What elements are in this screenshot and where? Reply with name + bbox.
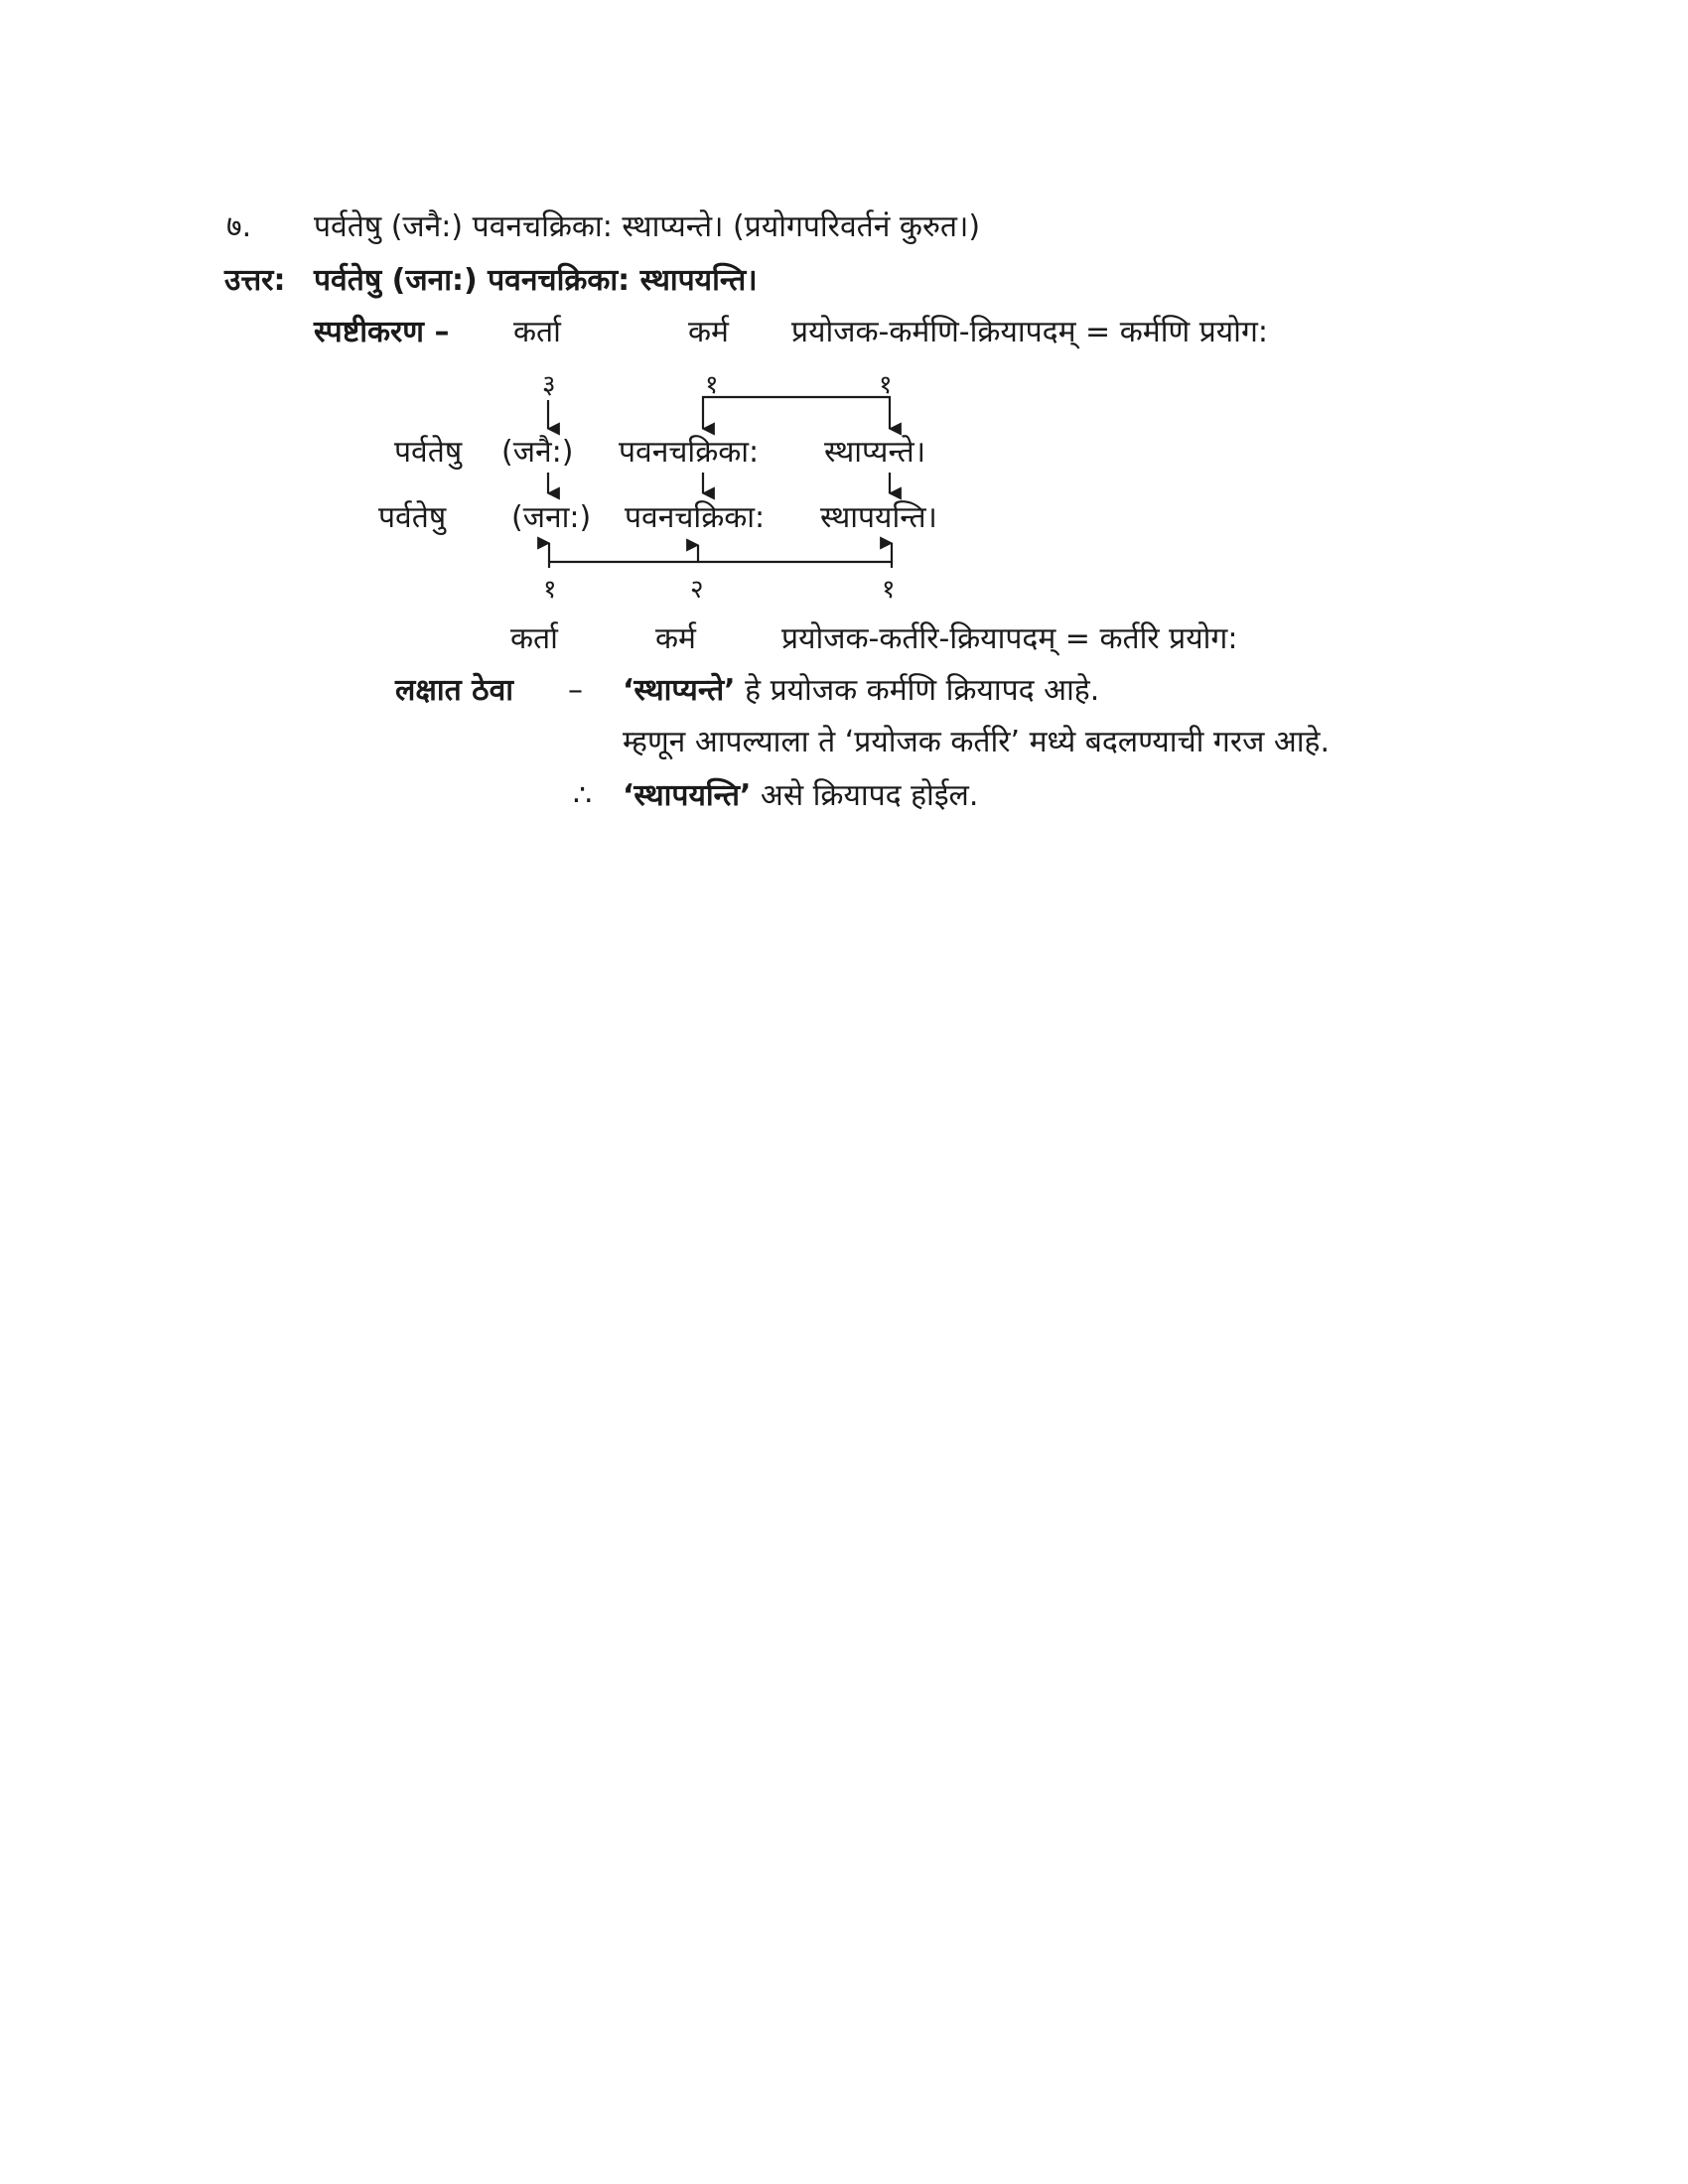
bottom-karma-label: कर्म xyxy=(655,621,696,656)
note-line3 xyxy=(623,776,978,816)
row1-word-locative: पर्वतेषु xyxy=(394,435,463,470)
bottom-number-karma: २ xyxy=(690,575,704,605)
answer-text: पर्वतेषु (जना:) पवनचक्रिका: स्थापयन्ति। xyxy=(314,263,758,298)
note-line1-rest: हे प्रयोजक कर्मणि क्रियापद आहे. xyxy=(745,673,1100,708)
note-dash: – xyxy=(568,673,583,708)
row2-word-agent: (जना:) xyxy=(511,500,592,535)
row1-word-agent: (जनै:) xyxy=(501,435,574,470)
bottom-number-karta: १ xyxy=(543,575,557,605)
question-number: ७. xyxy=(226,209,252,244)
bottom-karta-label: कर्ता xyxy=(510,621,558,656)
row2-word-verb: स्थापयन्ति। xyxy=(820,500,937,535)
answer-label: उत्तर: xyxy=(224,263,286,298)
bottom-number-verb: १ xyxy=(882,575,896,605)
row1-word-object: पवनचक्रिका: xyxy=(619,435,760,470)
top-karma-label: कर्म xyxy=(688,315,729,349)
top-number-verb: १ xyxy=(879,370,893,400)
bottom-formula: प्रयोजक-कर्तरि-क्रियापदम् = कर्तरि प्रयोग: xyxy=(781,621,1238,656)
note-label: लक्षात ठेवा xyxy=(395,673,514,708)
note-line1 xyxy=(623,671,1099,711)
question-text: पर्वतेषु (जनै:) पवनचक्रिका: स्थाप्यन्ते। (प्रयोगपरिवर्तनं कुरुत।) xyxy=(314,209,981,244)
row2-word-locative: पर्वतेषु xyxy=(378,500,447,535)
note-line2: म्हणून आपल्याला ते ‘प्रयोजक कर्तरि’ मध्ये बदलण्याची गरज आहे. xyxy=(623,725,1331,759)
explanation-label: स्पष्टीकरण – xyxy=(314,315,450,349)
top-number-karma: १ xyxy=(705,370,719,400)
top-karta-label: कर्ता xyxy=(513,315,561,349)
note-line3-rest: असे क्रियापद होईल. xyxy=(760,778,979,813)
note-line3-word: ‘स्थापयन्ति’ xyxy=(623,778,752,813)
bracket-bottom xyxy=(549,562,892,568)
top-number-karta: ३ xyxy=(542,370,556,400)
row2-word-object: पवनचक्रिका: xyxy=(625,500,766,535)
row1-word-verb: स्थाप्यन्ते। xyxy=(824,435,926,470)
therefore-symbol: ∴ xyxy=(573,778,593,813)
top-formula: प्रयोजक-कर्मणि-क्रियापदम् = कर्मणि प्रयोग: xyxy=(791,315,1268,349)
note-line1-word: ‘स्थाप्यन्ते’ xyxy=(623,673,736,708)
bracket-top-karma-verb xyxy=(703,397,890,407)
